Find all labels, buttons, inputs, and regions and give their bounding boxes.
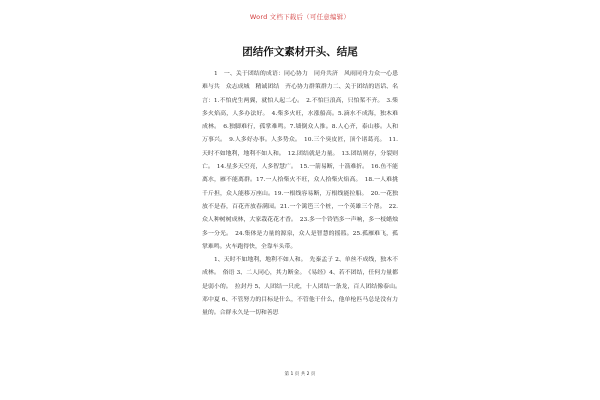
page-number-footer: 第 1 页 共 2 页 xyxy=(284,372,316,377)
paragraph-idioms-and-sayings: 1 一、关于团结的成语：同心协力 同舟共济 风雨同舟力众一心患难与共 众志成城 精诚团结 齐心协力群策群力二、关于团结的语话、名言：1.不怕虎生两翼，就怕人起二心。 2.不怕巨浪高，只怕桨不齐。 3.柴多火焰高，人多办法好。 4.柴多火旺，水涨船高。5.滴水不成海，独木难成林。 6.独脚难行，孤掌难鸣。7.墙倒众人推。8.人心齐，泰山移。人和万事兴。 9.人多好办事。人多势众。 10.三个臭皮匠，顶个诸葛亮。 11.天时不如地利，地利不如人和。 12.团结就是力量。 13.团结则存，分裂则亡。 14.星多天空亮，人多智慧广。 15.一箭易断，十箭难折。 16.鱼不能离水，雁不能离群。17.一人拾柴火不旺，众人拾柴火焰高。 18.一人难挑千斤担，众人能移万座山。19.一根线容易断，万根线能拉船。 20.一花独放不是春，百花齐放春满园。21.一个篱笆三个桩，一个英雄三个帮。 22.众人种树树成林，大家栽花花才香。 23.多一个铃铛多一声响，多一枝蜡烛多一分光。 24.集体是力量的源泉，众人是智慧的摇篮。25.孤雁难飞，孤掌难鸣。火车跑得快，全靠车头带。 xyxy=(202,71,398,250)
document-title: 团结作文素材开头、结尾 xyxy=(242,46,358,58)
paragraph-famous-quotes: 1、天时不如地利，地利不如人和。 先秦孟子 2、单丝不成线，独木不成林。 俗语 3、二人同心，其力断金。 《易经》4、若不团结，任何力量都是弱小的。 拉封丹 5、人团结一只虎，十人团结一条龙，百人团结像泰山。 邓中夏 6、不管努力的目标是什么，不管他干什么，他单枪匹马总是没有力量的。合群永久是一切和善思 xyxy=(202,257,404,317)
document-body xyxy=(202,68,404,321)
download-note: Word 文档下载后（可任意编辑） xyxy=(249,13,351,21)
